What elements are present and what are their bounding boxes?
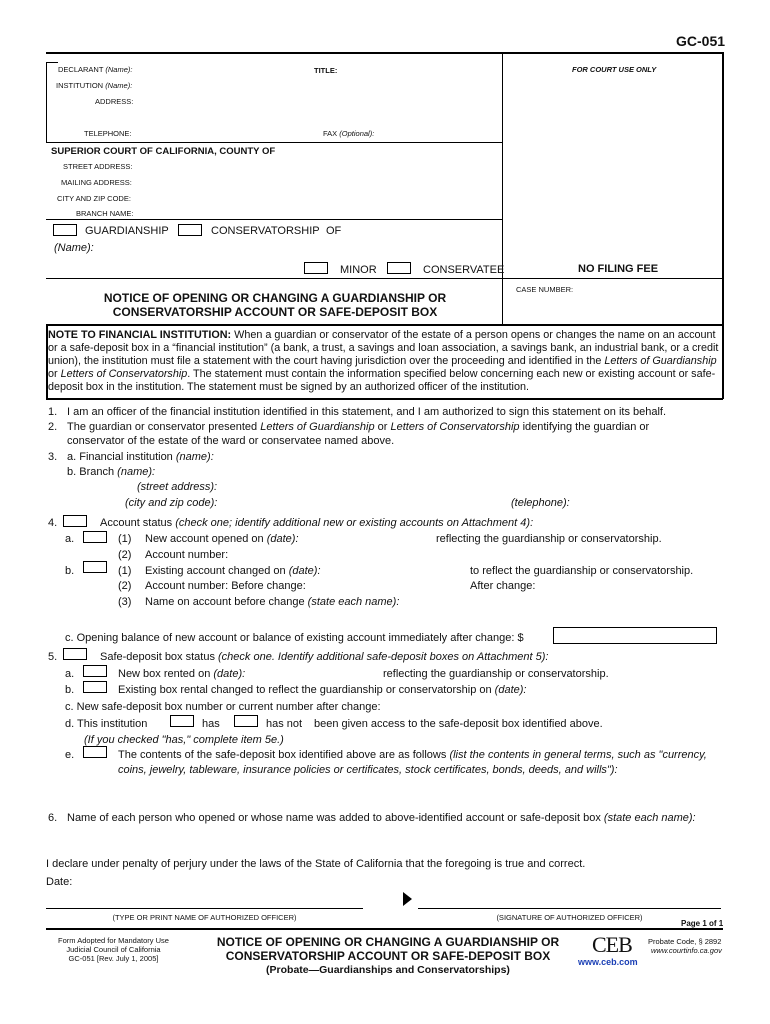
item-2-text-b: identifying the guardian or xyxy=(519,421,650,433)
item-5e-letter: e. xyxy=(65,749,75,761)
item-2-letters-guardianship: Letters of Guardianship xyxy=(260,421,375,433)
declaration: I declare under penalty of perjury under the laws of the State of California that the foregoing is true and correct. xyxy=(46,858,586,870)
item-5d-label: This institution xyxy=(77,718,148,730)
caption-rule-4 xyxy=(46,324,723,326)
note-right-border xyxy=(722,52,724,399)
item-4b1-number: (1) xyxy=(118,565,132,577)
item-5-number: 5. xyxy=(48,651,58,663)
item-3b-city-hint[interactable]: (city and zip code): xyxy=(125,497,218,509)
note-or: or xyxy=(48,368,61,381)
form-title-line-2: CONSERVATORSHIP ACCOUNT OR SAFE-DEPOSIT BOX xyxy=(112,305,438,319)
item-4b1-text[interactable] xyxy=(145,565,321,577)
item-6-number: 6. xyxy=(48,812,58,824)
guardianship-label: GUARDIANSHIP xyxy=(85,225,169,237)
item-5d-text xyxy=(65,718,147,730)
guardianship-checkbox[interactable] xyxy=(53,224,77,236)
note-bottom-rule xyxy=(46,398,723,400)
institution-label: INSTITUTION xyxy=(56,81,104,90)
note-letters-conservatorship: Letters of Conservatorship xyxy=(60,368,188,381)
print-name-caption: (TYPE OR PRINT NAME OF AUTHORIZED OFFICER) xyxy=(112,913,297,922)
fax-hint: (Optional): xyxy=(339,129,375,138)
conservatorship-label: CONSERVATORSHIP xyxy=(211,225,320,237)
institution-hint: (Name): xyxy=(105,81,133,90)
item-5d-hasnot-label: has not xyxy=(266,718,303,730)
item-4c-text xyxy=(65,632,524,644)
item-5a-hint: (date): xyxy=(213,668,246,680)
item-5b-text[interactable] xyxy=(118,684,526,696)
item-5d-has-label: has xyxy=(202,718,220,730)
caption-left-corner xyxy=(46,62,47,142)
item-4a2-number: (2) xyxy=(118,549,132,561)
item-5b-label: Existing box rental changed to reflect the guardianship or conservatorship on xyxy=(118,684,495,696)
footer-adopted-2: Judicial Council of California xyxy=(66,945,161,954)
item-5c-text[interactable] xyxy=(65,701,381,713)
court-title: SUPERIOR COURT OF CALIFORNIA, COUNTY OF xyxy=(51,146,276,157)
item-4-number: 4. xyxy=(48,517,58,529)
item-5b-checkbox[interactable] xyxy=(83,681,107,693)
item-6-label: Name of each person who opened or whose name was added to above-identified account or safe-deposit box xyxy=(67,812,604,824)
item-4a1-number: (1) xyxy=(118,533,132,545)
footer-rule xyxy=(46,928,723,930)
minor-label: MINOR xyxy=(340,264,377,276)
caption-rule-3 xyxy=(46,278,723,279)
item-5e-label: The contents of the safe-deposit box identified above are as follows xyxy=(118,749,450,761)
item-4c-label: Opening balance of new account or balance of existing account immediately after change: $ xyxy=(76,632,524,644)
item-5a-text[interactable] xyxy=(118,668,245,680)
item-2-letters-conservatorship: Letters of Conservatorship xyxy=(390,421,520,433)
note-to-financial-institution xyxy=(48,329,721,394)
item-4-text xyxy=(100,517,533,529)
item-4b3-number: (3) xyxy=(118,596,132,608)
caption-rule-2 xyxy=(46,219,502,220)
print-name-line[interactable] xyxy=(46,908,363,909)
item-4a1-label: New account opened on xyxy=(145,533,267,545)
item-5-hint: (check one. Identify additional safe-deposit boxes on Attachment 5): xyxy=(218,651,549,663)
party-name-hint: (Name): xyxy=(54,242,94,254)
declarant-hint: (Name): xyxy=(105,65,133,74)
caption-rule-1 xyxy=(46,142,502,143)
fax-field[interactable] xyxy=(323,129,374,138)
item-4b1-label: Existing account changed on xyxy=(145,565,289,577)
item-4a-letter: a. xyxy=(65,533,75,545)
item-5a-right: reflecting the guardianship or conservatorship. xyxy=(383,668,609,680)
item-4b-letter: b. xyxy=(65,565,75,577)
item-5d-has-checkbox[interactable] xyxy=(170,715,194,727)
item-4b3-label: Name on account before change xyxy=(145,596,308,608)
telephone-label: TELEPHONE: xyxy=(84,129,132,138)
note-text-2: . The statement must contain the information specified below concerning each new or existing account or safe-deposit box in the institution. The statement must be signed by an authorized officer of the institution. xyxy=(48,368,716,394)
minor-checkbox[interactable] xyxy=(304,262,328,274)
title-label: TITLE: xyxy=(314,66,338,75)
item-4a1-text[interactable] xyxy=(145,533,299,545)
of-label: OF xyxy=(326,225,342,237)
item-5b-letter: b. xyxy=(65,684,75,696)
footer-adopted-3: GC-051 [Rev. July 1, 2005] xyxy=(68,954,159,963)
item-4a-checkbox[interactable] xyxy=(83,531,107,543)
item-5d-hint: (If you checked "has," complete item 5e.) xyxy=(84,734,284,746)
note-letters-guardianship: Letters of Guardianship xyxy=(604,355,717,368)
declarant-label: DECLARANT xyxy=(58,65,104,74)
item-2-line-2: conservator of the estate of the ward or conservatee named above. xyxy=(67,435,395,447)
court-use-only: FOR COURT USE ONLY xyxy=(572,65,657,74)
item-4b2-right[interactable]: After change: xyxy=(470,580,536,592)
no-filing-fee: NO FILING FEE xyxy=(578,263,659,275)
item-1-text: I am an officer of the financial institution identified in this statement, and I am authorized to sign this statement on its behalf. xyxy=(67,406,667,418)
declarant-field[interactable] xyxy=(58,65,132,74)
signature-caption: (SIGNATURE OF AUTHORIZED OFFICER) xyxy=(496,913,643,922)
courtinfo-link[interactable]: www.courtinfo.ca.gov xyxy=(651,946,722,955)
item-2-text-a: The guardian or conservator presented xyxy=(67,421,261,433)
item-5a-letter: a. xyxy=(65,668,75,680)
city-zip-label: CITY AND ZIP CODE: xyxy=(57,194,131,203)
date-label[interactable]: Date: xyxy=(46,876,73,888)
item-3a-text: Financial institution xyxy=(79,451,176,463)
item-3a-hint: (name): xyxy=(175,451,214,463)
conservatee-label: CONSERVATEE xyxy=(423,264,505,276)
item-3-number: 3. xyxy=(48,451,58,463)
item-4b2-text[interactable]: Account number: Before change: xyxy=(145,580,306,592)
probate-code: Probate Code, § 2892 xyxy=(648,937,722,946)
item-5a-label: New box rented on xyxy=(118,668,214,680)
item-3a-field[interactable] xyxy=(67,451,214,463)
item-4a1-hint: (date): xyxy=(266,533,299,545)
item-3b-field[interactable] xyxy=(67,466,155,478)
footer-title-3: (Probate—Guardianships and Conservatorships) xyxy=(266,964,510,976)
top-rule xyxy=(46,52,723,54)
item-4b-checkbox[interactable] xyxy=(83,561,107,573)
item-2-or: or xyxy=(374,421,391,433)
case-number-label[interactable]: CASE NUMBER: xyxy=(516,285,574,294)
item-3b-text: Branch xyxy=(79,466,118,478)
caption-corner-top xyxy=(46,62,58,63)
item-4-hint: (check one; identify additional new or existing accounts on Attachment 4): xyxy=(175,517,534,529)
form-title-line-1: NOTICE OF OPENING OR CHANGING A GUARDIANSHIP OR xyxy=(103,291,447,305)
item-5e-text[interactable] xyxy=(118,749,707,761)
form-number: GC-051 xyxy=(676,33,726,49)
page-number: Page 1 of 1 xyxy=(681,919,724,928)
court-use-divider xyxy=(502,52,503,324)
item-3a-letter: a. xyxy=(67,451,77,463)
footer-title-1: NOTICE OF OPENING OR CHANGING A GUARDIANSHIP OR xyxy=(216,935,560,949)
item-4b1-hint: (date): xyxy=(288,565,321,577)
note-heading: NOTE TO FINANCIAL INSTITUTION: xyxy=(48,329,232,341)
item-1-number: 1. xyxy=(48,406,58,418)
item-5-label: Safe-deposit box status xyxy=(100,651,219,663)
item-4a2-text[interactable]: Account number: xyxy=(145,549,229,561)
item-4a1-right: reflecting the guardianship or conservatorship. xyxy=(436,533,662,545)
opening-balance-input[interactable] xyxy=(553,627,717,644)
item-5-checkbox[interactable] xyxy=(63,648,87,660)
item-2-number: 2. xyxy=(48,421,58,433)
item-6-hint: (state each name): xyxy=(603,812,696,824)
note-text-1: When a guardian or conservator of the estate of a person opens or changes the name on an account or a safe-deposit box in a “financial institution” (a bank, a trust, a savings and loan association, a savings bank, an industrial bank, or a credit union), the institution must file a statement with the court having jurisdiction over the proceeding and identified in the xyxy=(48,329,719,368)
item-4c-letter: c. xyxy=(65,632,74,644)
conservatee-checkbox[interactable] xyxy=(387,262,411,274)
item-5d-hasnot-checkbox[interactable] xyxy=(234,715,258,727)
item-4b3-text[interactable] xyxy=(145,596,399,608)
item-3b-telephone-hint[interactable]: (telephone): xyxy=(511,497,570,509)
item-3b-hint: (name): xyxy=(117,466,156,478)
item-5e-checkbox[interactable] xyxy=(83,746,107,758)
item-4b2-number: (2) xyxy=(118,580,132,592)
item-4-label: Account status xyxy=(100,517,176,529)
item-2-line-1 xyxy=(67,421,649,433)
item-4-checkbox[interactable] xyxy=(63,515,87,527)
fax-label: FAX xyxy=(323,129,338,138)
item-5d-letter: d. xyxy=(65,718,75,730)
ceb-link[interactable]: www.ceb.com xyxy=(578,957,638,967)
signature-line[interactable] xyxy=(418,908,721,909)
item-3b-letter: b. xyxy=(67,466,77,478)
item-6-text[interactable] xyxy=(67,812,696,824)
item-3b-street-hint[interactable]: (street address): xyxy=(137,481,218,493)
street-address-label: STREET ADDRESS: xyxy=(63,162,133,171)
footer-adopted-1: Form Adopted for Mandatory Use xyxy=(58,936,169,945)
conservatorship-checkbox[interactable] xyxy=(178,224,202,236)
item-5b-hint: (date): xyxy=(494,684,527,696)
item-5e-hint-2: coins, jewelry, tableware, insurance policies or certificates, stock certificates, bonds, deeds, and wills"): xyxy=(118,764,618,776)
item-4b1-right: to reflect the guardianship or conservatorship. xyxy=(470,565,694,577)
footer-title-2: CONSERVATORSHIP ACCOUNT OR SAFE-DEPOSIT BOX xyxy=(225,949,551,963)
item-5e-hint-1: (list the contents in general terms, such as "currency, xyxy=(449,749,707,761)
ceb-logo: CEB xyxy=(592,932,632,957)
branch-name-label: BRANCH NAME: xyxy=(76,209,134,218)
item-5a-checkbox[interactable] xyxy=(83,665,107,677)
mailing-address-label: MAILING ADDRESS: xyxy=(61,178,132,187)
item-5d-right: been given access to the safe-deposit box identified above. xyxy=(314,718,603,730)
item-5-text xyxy=(100,651,548,663)
item-5c-letter: c. xyxy=(65,701,74,713)
institution-field[interactable] xyxy=(56,81,132,90)
address-label: ADDRESS: xyxy=(95,97,134,106)
item-5c-label: New safe-deposit box number or current number after change: xyxy=(76,701,381,713)
signature-arrow-icon xyxy=(403,892,412,906)
item-4b3-hint: (state each name): xyxy=(307,596,400,608)
